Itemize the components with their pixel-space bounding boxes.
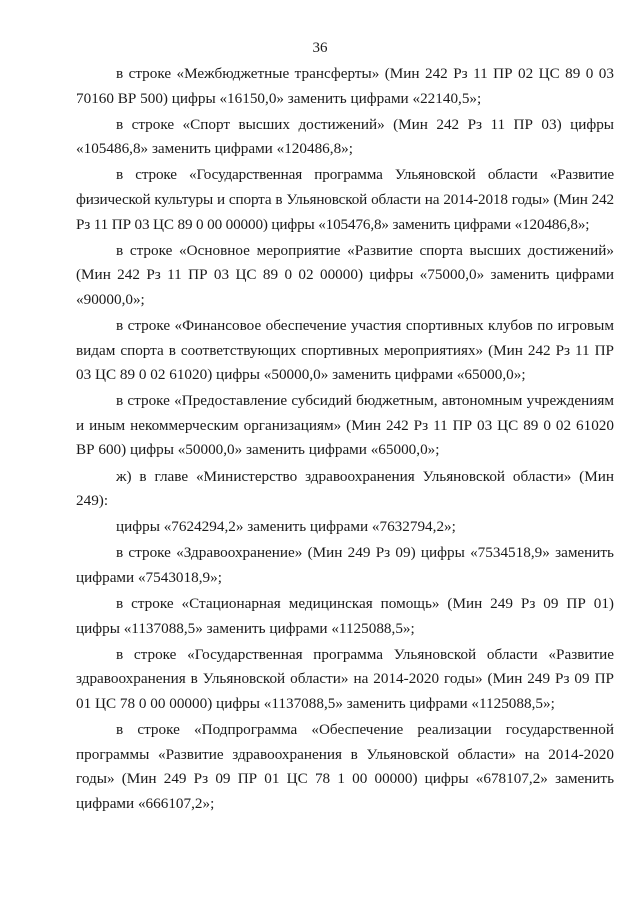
paragraph: в строке «Государственная программа Ульяновской области «Развитие здравоохранения в Ульяновской области» на 2014-2020 годы» (Мин 249 Рз 09 ПР 01 ЦС 78 0 00 00000) цифры «1137088,5» заменить цифрами «1125088,5»; bbox=[76, 645, 614, 712]
paragraph: в строке «Стационарная медицинская помощь» (Мин 249 Рз 09 ПР 01) цифры «1137088,5» заменить цифрами «1125088,5»; bbox=[76, 594, 614, 637]
paragraph: в строке «Межбюджетные трансферты» (Мин 242 Рз 11 ПР 02 ЦС 89 0 03 70160 ВР 500) цифры «16150,0» заменить цифрами «22140,5»; bbox=[76, 65, 614, 107]
paragraph: в строке «Подпрограмма «Обеспечение реализации государственной программы «Развитие здравоохранения в Ульяновской области» на 2014-2020 годы» (Мин 249 Рз 09 ПР 01 ЦС 78 1 00 00000) цифры «678107,2» заменить цифрами «666107,2»; bbox=[76, 720, 614, 812]
paragraph: в строке «Финансовое обеспечение участия спортивных клубов по игровым видам спорта в соответствующих спортивных мероприятиях» (Мин 242 Рз 11 ПР 03 ЦС 89 0 02 61020) цифры «50000,0» заменить цифрами «65000,0»; bbox=[76, 316, 614, 384]
paragraph: в строке «Спорт высших достижений» (Мин 242 Рз 11 ПР 03) цифры «105486,8» заменить цифрами «120486,8»; bbox=[76, 115, 614, 158]
paragraph: в строке «Основное мероприятие «Развитие спорта высших достижений» (Мин 242 Рз 11 ПР 03 ЦС 89 0 02 00000) цифры «75000,0» заменить цифрами «90000,0»; bbox=[76, 241, 614, 308]
paragraph: в строке «Государственная программа Ульяновской области «Развитие физической культуры и спорта в Ульяновской области на 2014-2018 годы» (Мин 242 Рз 11 ПР 03 ЦС 89 0 00 00000) цифры «105476,8» заменить цифрами «120486,8»; bbox=[76, 166, 614, 233]
paragraph: цифры «7624294,2» заменить цифрами «7632794,2»; bbox=[116, 518, 456, 536]
paragraph: в строке «Предоставление субсидий бюджетным, автономным учреждениям и иным некоммерческим организациям» (Мин 242 Рз 11 ПР 03 ЦС 89 0 02 61020 ВР 600) цифры «50000,0» заменить цифрами «65000,0»; bbox=[76, 392, 614, 459]
document-body bbox=[76, 62, 614, 818]
paragraph: в строке «Здравоохранение» (Мин 249 Рз 09) цифры «7534518,9» заменить цифрами «7543018,9»; bbox=[76, 544, 614, 586]
page-number: 36 bbox=[312, 40, 328, 56]
paragraph: ж) в главе «Министерство здравоохранения Ульяновской области» (Мин 249): bbox=[76, 467, 614, 510]
